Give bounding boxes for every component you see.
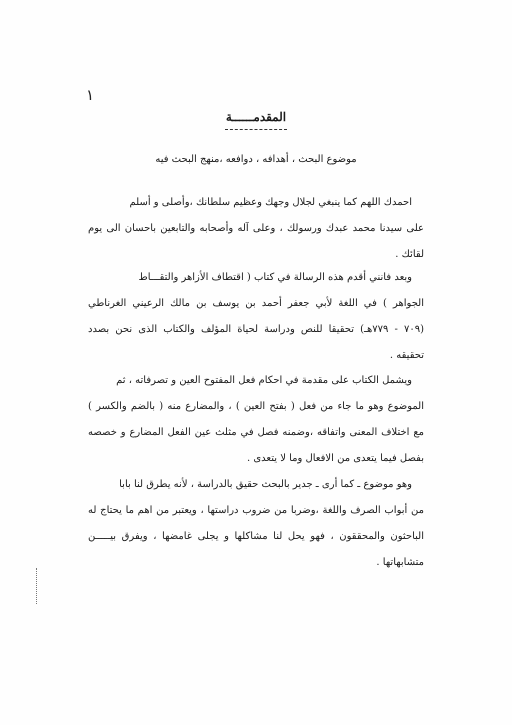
page-number: ١ bbox=[86, 86, 95, 104]
paragraph-line: تحقيقه . bbox=[389, 350, 424, 361]
paragraph-line: الجواهر ) في اللغة لأبي جعفر أحمد بن يوسف بن مالك الرعيني الغرناطي bbox=[88, 298, 424, 309]
paragraph-line: على سيدنا محمد عبدك ورسولك ، وعلى آله وأصحابه والتابعين باحسان الى يوم bbox=[88, 223, 424, 234]
paragraph-line: وهو موضوع ـ كما أرى ـ جدير بالبحث حقيق بالدراسة ، لأنه يطرق لنا بابا bbox=[119, 479, 412, 490]
paragraph-line: ويشمل الكتاب على مقدمة في احكام فعل المفتوح العين و تصرفاته ، ثم bbox=[116, 375, 412, 386]
paragraph-line: احمدك اللهم كما ينبغي لجلال وجهك وعظيم سلطانك ،وأصلى و أسلم bbox=[129, 197, 412, 208]
page-subtitle: موضوع البحث ، أهدافه ، دوافعه ،منهج البحث فيه bbox=[155, 154, 357, 165]
paragraph-line: بفصل فيما يتعدى من الافعال وما لا يتعدى . bbox=[246, 453, 424, 464]
paragraph-line: الباحثون والمحققون ، فهو يحل لنا مشاكلها و يجلى غامضها ، ويفرق بيـــــن bbox=[88, 531, 424, 542]
paragraph-line: لقائك . bbox=[395, 249, 424, 260]
title-underline bbox=[225, 129, 287, 130]
paragraph-line: مع اختلاف المعنى واتفاقه ،وضمنه فصل في مثلث عين الفعل المضارع و خصصه bbox=[88, 427, 424, 438]
paragraph-line: الموضوع وهو ما جاء من فعل ( بفتح العين ) ، والمضارع منه ( بالضم والكسر ) bbox=[88, 401, 424, 412]
paragraph-line: متشابهاتها . bbox=[376, 557, 424, 568]
paragraph-line: وبعد فانني أقدم هذه الرسالة في كتاب ( اقتطاف الأزاهر والتقـــاط bbox=[138, 272, 412, 283]
page-title: المقدمــــــة bbox=[225, 110, 287, 124]
margin-scan-mark bbox=[36, 568, 38, 604]
paragraph-line: (٧٠٩ - ٧٧٩هـ) تحقيقا للنص ودراسة لحياة المؤلف والكتاب الذى نحن بصدد bbox=[88, 324, 424, 335]
paragraph-line: من أبواب الصرف واللغة ،وضربا من ضروب دراستها ، ويعتبر من اهم ما يحتاج له bbox=[88, 505, 424, 516]
